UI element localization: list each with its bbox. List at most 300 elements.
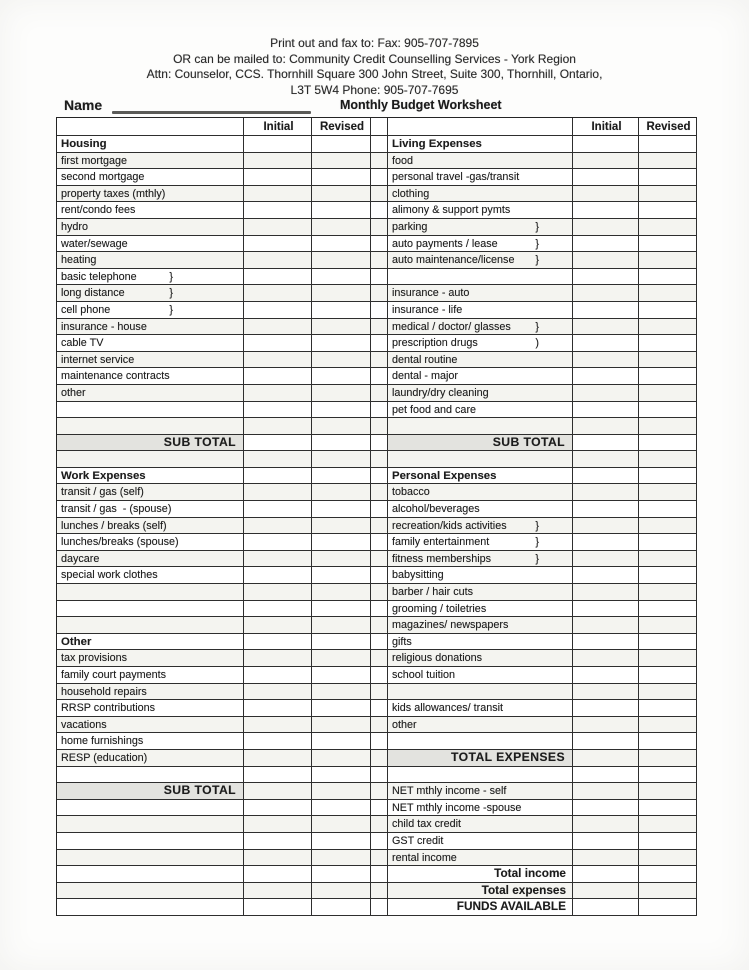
- budget-table: [56, 117, 697, 916]
- revised-value-cell: [312, 700, 371, 717]
- initial-value-cell: [244, 567, 312, 584]
- row-label: [388, 684, 573, 701]
- revised-value-cell: [639, 484, 697, 501]
- revised-value-cell: [639, 402, 697, 419]
- initial-value-cell: [573, 750, 639, 767]
- brace-mark: ): [535, 337, 539, 350]
- right-label-header-cell: [388, 118, 573, 136]
- spacer-cell: [371, 136, 388, 153]
- left-revised-column-header: Revised: [312, 118, 371, 136]
- initial-value-cell: [244, 684, 312, 701]
- revised-value-cell: [639, 733, 697, 750]
- revised-value-cell: [639, 617, 697, 634]
- revised-value-cell: [639, 302, 697, 319]
- revised-value-cell: [639, 153, 697, 170]
- row-label: daycare: [57, 551, 244, 568]
- revised-value-cell: [639, 684, 697, 701]
- initial-value-cell: [573, 236, 639, 253]
- row-label: [388, 733, 573, 750]
- row-label: [388, 269, 573, 286]
- row-label: SUB TOTAL: [388, 435, 573, 452]
- row-label: maintenance contracts: [57, 368, 244, 385]
- revised-value-cell: [312, 617, 371, 634]
- revised-value-cell: [312, 584, 371, 601]
- row-label: long distance }: [57, 285, 244, 302]
- spacer-cell: [371, 335, 388, 352]
- initial-value-cell: [573, 700, 639, 717]
- initial-value-cell: [244, 800, 312, 817]
- row-label: basic telephone }: [57, 269, 244, 286]
- revised-value-cell: [312, 252, 371, 269]
- initial-value-cell: [573, 601, 639, 618]
- initial-value-cell: [244, 269, 312, 286]
- spacer-cell: [371, 236, 388, 253]
- row-label: [57, 617, 244, 634]
- initial-value-cell: [244, 733, 312, 750]
- spacer-cell: [371, 269, 388, 286]
- row-label: second mortgage: [57, 169, 244, 186]
- row-label: SUB TOTAL: [57, 783, 244, 800]
- spacer-header-cell: [371, 118, 388, 136]
- row-label: Total income: [388, 866, 573, 883]
- row-label: food: [388, 153, 573, 170]
- initial-value-cell: [244, 750, 312, 767]
- revised-value-cell: [312, 385, 371, 402]
- revised-value-cell: [639, 368, 697, 385]
- row-label: family entertainment }: [388, 534, 573, 551]
- spacer-cell: [371, 153, 388, 170]
- initial-value-cell: [573, 153, 639, 170]
- initial-value-cell: [573, 617, 639, 634]
- initial-value-cell: [573, 219, 639, 236]
- initial-value-cell: [244, 418, 312, 435]
- row-label: other: [57, 385, 244, 402]
- initial-value-cell: [573, 850, 639, 867]
- revised-value-cell: [639, 667, 697, 684]
- revised-value-cell: [639, 435, 697, 452]
- row-label: pet food and care: [388, 402, 573, 419]
- spacer-cell: [371, 767, 388, 784]
- row-label: internet service: [57, 352, 244, 369]
- revised-value-cell: [639, 501, 697, 518]
- revised-value-cell: [639, 783, 697, 800]
- initial-value-cell: [244, 551, 312, 568]
- row-label: alimony & support pymts: [388, 202, 573, 219]
- row-label: special work clothes: [57, 567, 244, 584]
- revised-value-cell: [312, 518, 371, 535]
- row-label: tax provisions: [57, 650, 244, 667]
- row-label: vacations: [57, 717, 244, 734]
- revised-value-cell: [312, 484, 371, 501]
- spacer-cell: [371, 302, 388, 319]
- revised-value-cell: [639, 650, 697, 667]
- spacer-cell: [371, 534, 388, 551]
- row-label: magazines/ newspapers: [388, 617, 573, 634]
- spacer-cell: [371, 285, 388, 302]
- revised-value-cell: [639, 567, 697, 584]
- row-label: babysitting: [388, 567, 573, 584]
- initial-value-cell: [573, 501, 639, 518]
- initial-value-cell: [244, 402, 312, 419]
- row-label: recreation/kids activities }: [388, 518, 573, 535]
- revised-value-cell: [312, 302, 371, 319]
- initial-value-cell: [244, 136, 312, 153]
- brace-mark: }: [535, 220, 539, 233]
- row-label: [57, 883, 244, 900]
- initial-value-cell: [573, 368, 639, 385]
- revised-value-cell: [312, 501, 371, 518]
- spacer-cell: [371, 169, 388, 186]
- revised-value-cell: [312, 816, 371, 833]
- spacer-cell: [371, 567, 388, 584]
- row-label: auto maintenance/license }: [388, 252, 573, 269]
- initial-value-cell: [244, 883, 312, 900]
- initial-value-cell: [244, 319, 312, 336]
- revised-value-cell: [312, 468, 371, 485]
- spacer-cell: [371, 484, 388, 501]
- initial-value-cell: [573, 335, 639, 352]
- row-label: Total expenses: [388, 883, 573, 900]
- initial-value-cell: [244, 169, 312, 186]
- revised-value-cell: [639, 551, 697, 568]
- row-label: tobacco: [388, 484, 573, 501]
- initial-value-cell: [573, 186, 639, 203]
- row-label: dental - major: [388, 368, 573, 385]
- row-label: [57, 899, 244, 916]
- initial-value-cell: [573, 717, 639, 734]
- spacer-cell: [371, 650, 388, 667]
- revised-value-cell: [639, 534, 697, 551]
- revised-value-cell: [312, 899, 371, 916]
- row-label: RRSP contributions: [57, 700, 244, 717]
- revised-value-cell: [639, 634, 697, 651]
- brace-mark: }: [535, 254, 539, 267]
- spacer-cell: [371, 800, 388, 817]
- spacer-cell: [371, 850, 388, 867]
- revised-value-cell: [312, 684, 371, 701]
- header-line-fax: Print out and fax to: Fax: 905-707-7895: [270, 36, 479, 50]
- revised-value-cell: [639, 319, 697, 336]
- initial-value-cell: [573, 866, 639, 883]
- revised-value-cell: [639, 385, 697, 402]
- initial-value-cell: [573, 567, 639, 584]
- spacer-cell: [371, 451, 388, 468]
- revised-value-cell: [312, 601, 371, 618]
- revised-value-cell: [639, 352, 697, 369]
- initial-value-cell: [244, 435, 312, 452]
- revised-value-cell: [312, 352, 371, 369]
- row-label: school tuition: [388, 667, 573, 684]
- name-label: Name: [64, 97, 103, 113]
- revised-value-cell: [312, 850, 371, 867]
- row-label: prescription drugs ): [388, 335, 573, 352]
- revised-value-cell: [312, 866, 371, 883]
- initial-value-cell: [573, 418, 639, 435]
- initial-value-cell: [573, 667, 639, 684]
- revised-value-cell: [639, 700, 697, 717]
- initial-value-cell: [244, 700, 312, 717]
- revised-value-cell: [639, 601, 697, 618]
- row-label: TOTAL EXPENSES: [388, 750, 573, 767]
- initial-value-cell: [573, 269, 639, 286]
- initial-value-cell: [573, 899, 639, 916]
- revised-value-cell: [312, 269, 371, 286]
- revised-value-cell: [639, 252, 697, 269]
- brace-mark: }: [169, 287, 173, 300]
- initial-value-cell: [244, 468, 312, 485]
- initial-value-cell: [573, 551, 639, 568]
- revised-value-cell: [312, 551, 371, 568]
- row-label: [57, 767, 244, 784]
- initial-value-cell: [573, 435, 639, 452]
- initial-value-cell: [244, 667, 312, 684]
- initial-value-cell: [573, 252, 639, 269]
- row-label: [388, 767, 573, 784]
- initial-value-cell: [244, 236, 312, 253]
- revised-value-cell: [312, 750, 371, 767]
- initial-value-cell: [573, 285, 639, 302]
- initial-value-cell: [573, 402, 639, 419]
- initial-value-cell: [244, 850, 312, 867]
- row-label: dental routine: [388, 352, 573, 369]
- initial-value-cell: [244, 153, 312, 170]
- row-label: GST credit: [388, 833, 573, 850]
- row-label: household repairs: [57, 684, 244, 701]
- right-initial-column-header: Initial: [573, 118, 639, 136]
- initial-value-cell: [244, 866, 312, 883]
- revised-value-cell: [639, 418, 697, 435]
- initial-value-cell: [244, 202, 312, 219]
- spacer-cell: [371, 402, 388, 419]
- revised-value-cell: [639, 833, 697, 850]
- row-label: [57, 451, 244, 468]
- row-label: religious donations: [388, 650, 573, 667]
- initial-value-cell: [573, 634, 639, 651]
- initial-value-cell: [244, 518, 312, 535]
- spacer-cell: [371, 319, 388, 336]
- row-label: family court payments: [57, 667, 244, 684]
- initial-value-cell: [573, 451, 639, 468]
- row-label: gifts: [388, 634, 573, 651]
- initial-value-cell: [244, 385, 312, 402]
- revised-value-cell: [312, 634, 371, 651]
- row-label: RESP (education): [57, 750, 244, 767]
- revised-value-cell: [639, 219, 697, 236]
- revised-value-cell: [639, 186, 697, 203]
- revised-value-cell: [639, 767, 697, 784]
- revised-value-cell: [639, 850, 697, 867]
- row-label: medical / doctor/ glasses }: [388, 319, 573, 336]
- initial-value-cell: [573, 468, 639, 485]
- spacer-cell: [371, 468, 388, 485]
- initial-value-cell: [244, 501, 312, 518]
- spacer-cell: [371, 634, 388, 651]
- row-label: [388, 418, 573, 435]
- revised-value-cell: [312, 219, 371, 236]
- initial-value-cell: [244, 451, 312, 468]
- row-label: [57, 816, 244, 833]
- initial-value-cell: [573, 319, 639, 336]
- revised-value-cell: [639, 800, 697, 817]
- initial-value-cell: [244, 833, 312, 850]
- revised-value-cell: [639, 518, 697, 535]
- row-label: home furnishings: [57, 733, 244, 750]
- revised-value-cell: [639, 750, 697, 767]
- revised-value-cell: [639, 717, 697, 734]
- row-label: lunches / breaks (self): [57, 518, 244, 535]
- row-label: rental income: [388, 850, 573, 867]
- initial-value-cell: [573, 484, 639, 501]
- revised-value-cell: [639, 866, 697, 883]
- revised-value-cell: [312, 402, 371, 419]
- spacer-cell: [371, 551, 388, 568]
- revised-value-cell: [312, 285, 371, 302]
- row-label: [57, 601, 244, 618]
- initial-value-cell: [244, 219, 312, 236]
- revised-value-cell: [639, 468, 697, 485]
- header-line-phone: L3T 5W4 Phone: 905-707-7695: [290, 82, 459, 97]
- initial-value-cell: [573, 883, 639, 900]
- initial-value-cell: [244, 335, 312, 352]
- right-revised-column-header: Revised: [639, 118, 697, 136]
- row-label: SUB TOTAL: [57, 435, 244, 452]
- row-label: fitness memberships }: [388, 551, 573, 568]
- revised-value-cell: [639, 899, 697, 916]
- row-label: laundry/dry cleaning: [388, 385, 573, 402]
- row-label: Work Expenses: [57, 468, 244, 485]
- spacer-cell: [371, 700, 388, 717]
- document-header: [0, 36, 749, 98]
- row-label: water/sewage: [57, 236, 244, 253]
- row-label: [388, 451, 573, 468]
- spacer-cell: [371, 518, 388, 535]
- header-line-address: Attn: Counselor, CCS. Thornhill Square 300 John Street, Suite 300, Thornhill, Ontario,: [146, 67, 603, 81]
- brace-mark: }: [535, 237, 539, 250]
- left-label-header-cell: [57, 118, 244, 136]
- initial-value-cell: [573, 684, 639, 701]
- revised-value-cell: [639, 451, 697, 468]
- initial-value-cell: [573, 833, 639, 850]
- row-label: [57, 800, 244, 817]
- row-label: property taxes (mthly): [57, 186, 244, 203]
- revised-value-cell: [312, 236, 371, 253]
- revised-value-cell: [639, 236, 697, 253]
- revised-value-cell: [639, 584, 697, 601]
- revised-value-cell: [312, 319, 371, 336]
- initial-value-cell: [244, 484, 312, 501]
- initial-value-cell: [573, 169, 639, 186]
- spacer-cell: [371, 667, 388, 684]
- spacer-cell: [371, 733, 388, 750]
- revised-value-cell: [312, 136, 371, 153]
- brace-mark: }: [169, 270, 173, 283]
- header-line-mail: OR can be mailed to: Community Credit Counselling Services - York Region: [173, 51, 576, 66]
- revised-value-cell: [312, 650, 371, 667]
- revised-value-cell: [312, 435, 371, 452]
- initial-value-cell: [244, 717, 312, 734]
- row-label: first mortgage: [57, 153, 244, 170]
- revised-value-cell: [312, 800, 371, 817]
- spacer-cell: [371, 833, 388, 850]
- revised-value-cell: [312, 567, 371, 584]
- spacer-cell: [371, 717, 388, 734]
- row-label: rent/condo fees: [57, 202, 244, 219]
- initial-value-cell: [244, 534, 312, 551]
- spacer-cell: [371, 584, 388, 601]
- revised-value-cell: [312, 451, 371, 468]
- initial-value-cell: [573, 584, 639, 601]
- initial-value-cell: [244, 767, 312, 784]
- initial-value-cell: [573, 385, 639, 402]
- revised-value-cell: [639, 169, 697, 186]
- row-label: Housing: [57, 136, 244, 153]
- spacer-cell: [371, 252, 388, 269]
- row-label: heating: [57, 252, 244, 269]
- row-label: insurance - house: [57, 319, 244, 336]
- revised-value-cell: [312, 169, 371, 186]
- spacer-cell: [371, 501, 388, 518]
- revised-value-cell: [312, 335, 371, 352]
- row-label: insurance - life: [388, 302, 573, 319]
- initial-value-cell: [244, 186, 312, 203]
- spacer-cell: [371, 385, 388, 402]
- initial-value-cell: [573, 783, 639, 800]
- row-label: insurance - auto: [388, 285, 573, 302]
- initial-value-cell: [573, 202, 639, 219]
- initial-value-cell: [573, 816, 639, 833]
- spacer-cell: [371, 684, 388, 701]
- revised-value-cell: [312, 186, 371, 203]
- revised-value-cell: [639, 335, 697, 352]
- row-label: transit / gas (self): [57, 484, 244, 501]
- row-label: kids allowances/ transit: [388, 700, 573, 717]
- initial-value-cell: [573, 352, 639, 369]
- revised-value-cell: [312, 202, 371, 219]
- revised-value-cell: [312, 717, 371, 734]
- initial-value-cell: [573, 136, 639, 153]
- row-label: cell phone }: [57, 302, 244, 319]
- spacer-cell: [371, 186, 388, 203]
- row-label: [57, 418, 244, 435]
- revised-value-cell: [312, 883, 371, 900]
- row-label: grooming / toiletries: [388, 601, 573, 618]
- initial-value-cell: [573, 800, 639, 817]
- row-label: [57, 402, 244, 419]
- row-label: hydro: [57, 219, 244, 236]
- initial-value-cell: [244, 584, 312, 601]
- spacer-cell: [371, 617, 388, 634]
- left-initial-column-header: Initial: [244, 118, 312, 136]
- spacer-cell: [371, 352, 388, 369]
- spacer-cell: [371, 816, 388, 833]
- spacer-cell: [371, 435, 388, 452]
- revised-value-cell: [639, 136, 697, 153]
- revised-value-cell: [312, 418, 371, 435]
- spacer-cell: [371, 202, 388, 219]
- revised-value-cell: [312, 153, 371, 170]
- brace-mark: }: [535, 519, 539, 532]
- spacer-cell: [371, 418, 388, 435]
- spacer-cell: [371, 219, 388, 236]
- revised-value-cell: [639, 816, 697, 833]
- initial-value-cell: [244, 899, 312, 916]
- initial-value-cell: [573, 518, 639, 535]
- initial-value-cell: [244, 816, 312, 833]
- revised-value-cell: [312, 767, 371, 784]
- row-label: parking }: [388, 219, 573, 236]
- initial-value-cell: [573, 767, 639, 784]
- row-label: lunches/breaks (spouse): [57, 534, 244, 551]
